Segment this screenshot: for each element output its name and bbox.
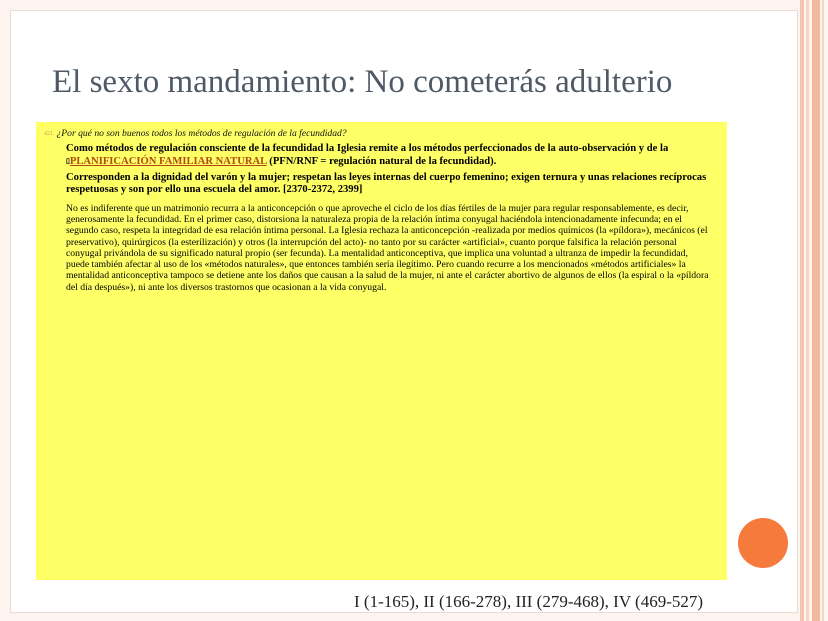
decorative-stripe — [806, 0, 809, 621]
question-text: ¿Por qué no son buenos todos los métodos de regulación de la fecundidad? — [56, 128, 347, 139]
answer-paragraph-1 — [66, 143, 719, 169]
decorative-stripe — [822, 0, 824, 621]
footer-reference: I (1-165), II (166-278), III (279-468), IV (469-527) — [354, 592, 704, 611]
slide-title: El sexto mandamiento: No cometerás adulterio — [52, 64, 673, 100]
answer-text: Como métodos de regulación consciente de la fecundidad la Iglesia remite a los métodos perfeccionados de la auto-observación y de la — [66, 143, 669, 154]
answer-text: (PFN/RNF = regulación natural de la fecundidad). — [266, 156, 497, 168]
question-line — [44, 128, 719, 140]
decorative-stripe — [800, 0, 804, 621]
natural-family-planning-link[interactable]: PLANIFICACIÓN FAMILIAR NATURAL — [69, 156, 267, 168]
decorative-stripe — [812, 0, 820, 621]
decorative-circle — [738, 518, 788, 568]
question-number: 421. — [44, 131, 55, 137]
link-marker-icon: ▯ — [66, 157, 70, 166]
highlighted-content-box — [36, 122, 727, 580]
answer-paragraph-2: Corresponden a la dignidad del varón y la mujer; respetan las leyes internas del cuerpo femenino; exigen ternura y unas relaciones recíprocas respetuosas y son por ello una escuela del amor. [2370-2372, 2399] — [66, 171, 707, 196]
commentary-paragraph: No es indiferente que un matrimonio recurra a la anticoncepción o que aproveche el ciclo de los días fértiles de la mujer para regular responsablemente, es decir, generosamente la fecundidad. En el primer caso, distorsiona la naturaleza propia de la relación íntima conyugal haciéndola intencionadamente infecunda; en el segundo caso, respeta la integridad de esa relación íntima personal. La Iglesia rechaza la anticoncepción -realizada por medios químicos (la «píldora»), mecánicos (el preservativo), quirúrgicos (la esterilización) y otros (la interrupción del acto)- no tanto por su carácter «artificial», cuanto porque falsifica la relación personal conyugal privándola de su significado natural propio (ser fecunda). La mentalidad anticonceptiva, que implica una voluntad a ultranza de impedir la fecundidad, puede también afectar al uso de los «métodos naturales», que entonces también sería ilegítimo. Pero cuando recurre a los mencionados «métodos artificiales» la mentalidad anticonceptiva tampoco se detiene ante los daños que causan a la salud de la mujer, ni ante el carácter abortivo de algunos de ellos (la espiral o la «píldora del día después»), ni ante los diversos trastornos que ocasionan a la vida conyugal. — [66, 202, 709, 293]
